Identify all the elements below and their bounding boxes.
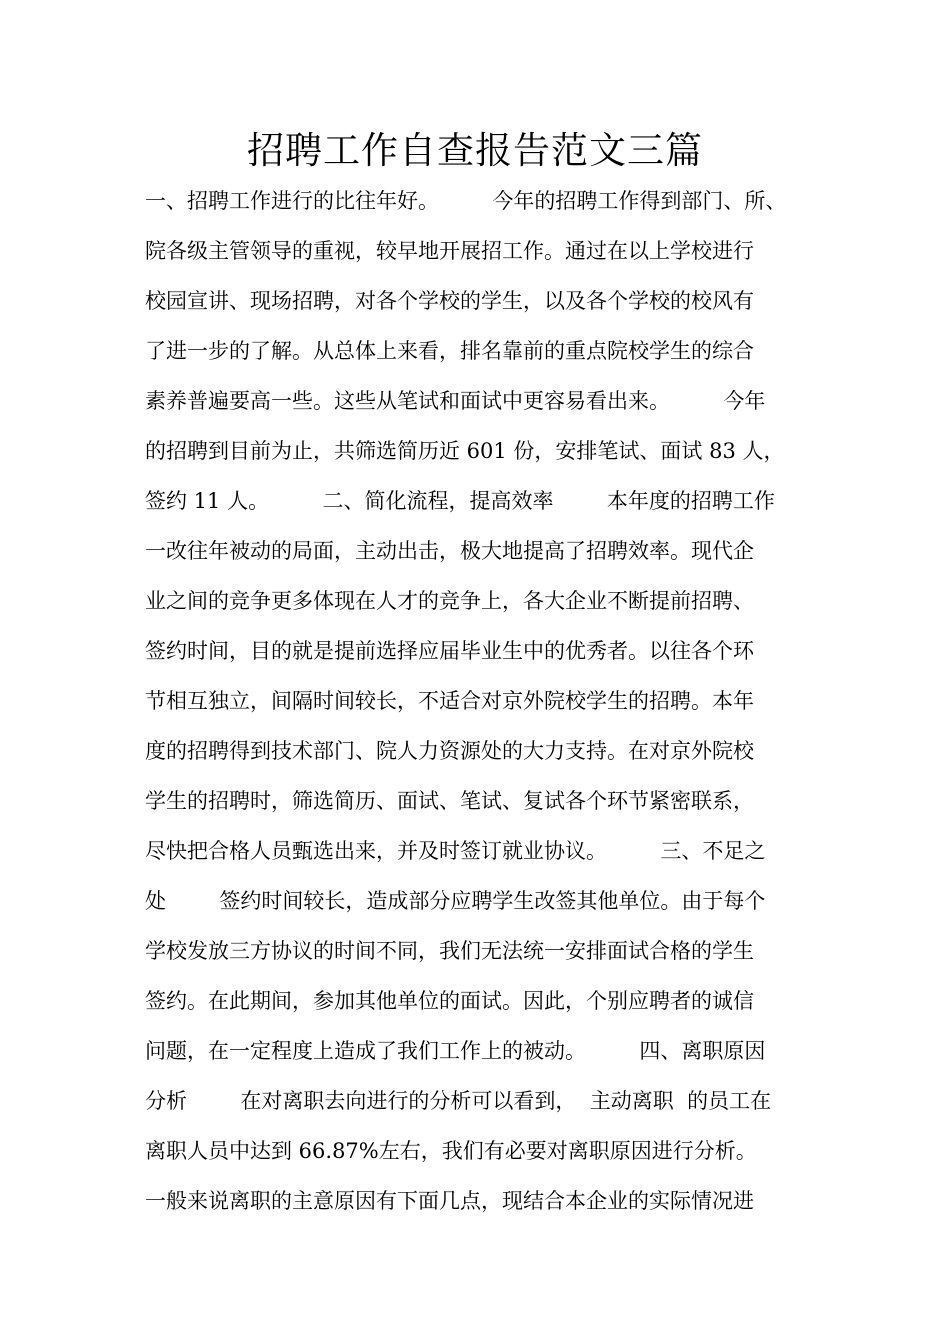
text-line: 素养普遍要高一些。这些从笔试和面试中更容易看出来。 今年 [145,389,766,413]
text-line: 学校发放三方协议的时间不同，我们无法统一安排面试合格的学生 [145,939,754,963]
text-line: 一般来说离职的主意原因有下面几点，现结合本企业的实际情况进 [145,1189,754,1213]
text-line: 的招聘到目前为止，共筛选简历近 601 份，安排笔试、面试 83 人， [145,439,785,463]
text-line: 离职人员中达到 66.87%左右，我们有必要对离职原因进行分析。 [145,1139,757,1163]
text-line: 分析 在对离职去向进行的分析可以看到， 主动离职 的员工在 [145,1089,772,1113]
text-line: 处 签约时间较长，造成部分应聘学生改签其他单位。由于每个 [145,889,766,913]
text-line: 签约。在此期间，参加其他单位的面试。因此，个别应聘者的诚信 [145,989,754,1013]
text-line: 节相互独立，间隔时间较长，不适合对京外院校学生的招聘。本年 [145,689,754,713]
text-line: 一、招聘工作进行的比往年好。 今年的招聘工作得到部门、所、 [145,189,787,213]
text-line: 业之间的竞争更多体现在人才的竞争上，各大企业不断提前招聘、 [145,589,754,613]
text-line: 度的招聘得到技术部门、院人力资源处的大力支持。在对京外院校 [145,739,754,763]
text-line: 签约 11 人。 二、简化流程，提高效率 本年度的招聘工作 [145,489,775,513]
text-line: 学生的招聘时，筛选简历、面试、笔试、复试各个环节紧密联系， [145,789,754,813]
text-line: 签约时间，目的就是提前选择应届毕业生中的优秀者。以往各个环 [145,639,754,663]
text-line: 尽快把合格人员甄选出来，并及时签订就业协议。 三、不足之 [145,839,766,863]
text-line: 院各级主管领导的重视，较早地开展招工作。通过在以上学校进行 [145,239,754,263]
document-title: 招聘工作自查报告范文三篇 [247,129,703,172]
text-line: 了进一步的了解。从总体上来看，排名靠前的重点院校学生的综合 [145,339,754,363]
text-line: 校园宣讲、现场招聘，对各个学校的学生，以及各个学校的校风有 [145,289,754,313]
text-line: 一改往年被动的局面，主动出击，极大地提高了招聘效率。现代企 [145,539,754,563]
document-body [145,176,835,1226]
text-line: 问题，在一定程度上造成了我们工作上的被动。 四、离职原因 [145,1039,766,1063]
